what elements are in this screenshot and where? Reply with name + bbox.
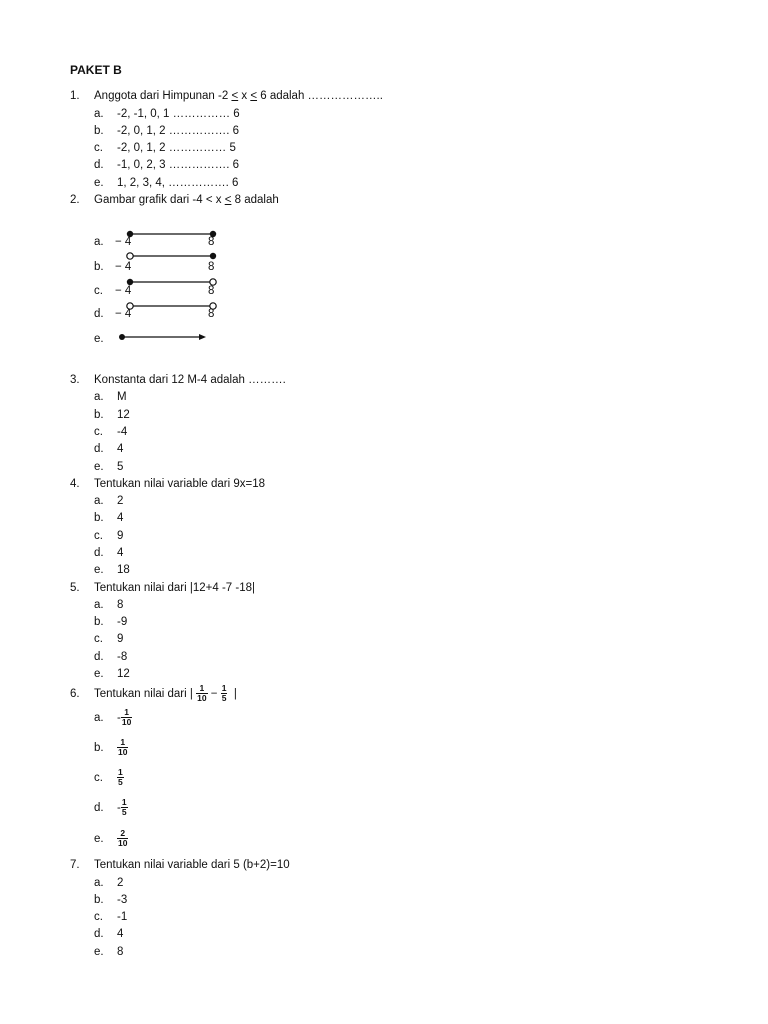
number-line-a [115, 231, 216, 248]
q6-option-d-label: d. [94, 802, 104, 814]
q5-option-b-value: -9 [117, 616, 128, 628]
number-line-d [115, 303, 216, 320]
q7-option-d-label: d. [94, 928, 104, 940]
q1-option-e-label: e. [94, 177, 104, 189]
q4-option-e-label: e. [94, 564, 104, 576]
q7-option-c-label: c. [94, 911, 103, 923]
q5-option-a-value: 8 [117, 599, 124, 611]
q4-text: Tentukan nilai variable dari 9x=18 [94, 478, 266, 490]
q3-option-a-value: M [117, 391, 127, 403]
label-left-b: − 4 [115, 261, 132, 273]
q6-option-a-value: - $\frac{1}{10}$ [117, 707, 132, 728]
number-line-e [119, 334, 206, 340]
q6-fraction-1: $\frac{1}{10}$ [197, 683, 207, 704]
q6-option-c-value: $\frac{1}{5}$ [118, 767, 123, 788]
q4-number: 4. [70, 478, 80, 490]
q5-option-e-label: e. [94, 668, 104, 680]
q1-option-a-value: -2, -1, 0, 1 …………… 6 [117, 108, 240, 120]
q5-option-e-value: 12 [117, 668, 130, 680]
q2-option-d-label: d. [94, 308, 104, 320]
q2-option-c-label: c. [94, 285, 103, 297]
arrow-head-e [199, 334, 206, 340]
q3-option-c-value: -4 [117, 426, 128, 438]
q4-option-b-value: 4 [117, 512, 124, 524]
q6-option-b-value: $\frac{1}{10}$ [118, 737, 128, 758]
label-left-c: − 4 [115, 285, 132, 297]
q1-option-c-value: -2, 0, 1, 2 …………… 5 [117, 142, 236, 154]
q1-option-b-value: -2, 0, 1, 2 ……………. 6 [117, 125, 240, 137]
q3-option-d-label: d. [94, 443, 104, 455]
q6-option-e-label: e. [94, 833, 104, 845]
q3-option-e-label: e. [94, 461, 104, 473]
label-left-d: − 4 [115, 308, 132, 320]
q6-option-a-label: a. [94, 712, 104, 724]
q7-number: 7. [70, 859, 80, 871]
q3-option-b-value: 12 [117, 409, 130, 421]
closed-dot-left-e [119, 334, 125, 340]
q7-option-e-value: 8 [117, 946, 124, 958]
q1-option-a-label: a. [94, 108, 104, 120]
q6-option-b-label: b. [94, 742, 104, 754]
q1-option-c-label: c. [94, 142, 103, 154]
q4-option-d-label: d. [94, 547, 104, 559]
number-line-b [115, 253, 216, 273]
label-right-a: 8 [208, 236, 215, 248]
q7-option-c-value: -1 [117, 911, 128, 923]
label-left-a: − 4 [115, 236, 132, 248]
q5-option-a-label: a. [94, 599, 104, 611]
q4-option-c-label: c. [94, 530, 103, 542]
q3-option-c-label: c. [94, 426, 103, 438]
q1-option-d-label: d. [94, 159, 104, 171]
q5-option-d-label: d. [94, 651, 104, 663]
q1-number: 1. [70, 90, 80, 102]
number-line-c [115, 279, 216, 297]
q5-option-c-value: 9 [117, 633, 124, 645]
q5-option-c-label: c. [94, 633, 103, 645]
q6-fraction-2: $\frac{1}{5}$ [221, 683, 227, 704]
q4-option-c-value: 9 [117, 530, 124, 542]
q2-number: 2. [70, 194, 80, 206]
q2-text: Gambar grafik dari -4 < x < 8 adalah [94, 194, 279, 206]
q7-option-d-value: 4 [117, 928, 124, 940]
q4-option-b-label: b. [94, 512, 104, 524]
q3-option-d-value: 4 [117, 443, 124, 455]
q1-text: Anggota dari Himpunan -2 < x < 6 adalah ……………….. [94, 90, 383, 102]
q4-option-e-value: 18 [117, 564, 130, 576]
q2-number-lines [110, 225, 230, 350]
q3-option-e-value: 5 [117, 461, 124, 473]
q4-option-a-label: a. [94, 495, 104, 507]
q3-number: 3. [70, 374, 80, 386]
q2-option-e-label: e. [94, 333, 104, 345]
open-dot-left-b [127, 253, 133, 259]
q3-option-b-label: b. [94, 409, 104, 421]
q3-text: Konstanta dari 12 M-4 adalah ………. [94, 374, 286, 386]
closed-dot-right-b [210, 253, 216, 259]
q5-number: 5. [70, 582, 80, 594]
q4-option-d-value: 4 [117, 547, 124, 559]
q6-option-e-value: $\frac{2}{10}$ [118, 828, 128, 849]
q5-option-d-value: -8 [117, 651, 128, 663]
q2-option-b-label: b. [94, 261, 104, 273]
q6-option-d-value: - $\frac{1}{5}$ [117, 797, 127, 818]
label-right-c: 8 [208, 285, 215, 297]
q2-option-a-label: a. [94, 236, 104, 248]
q1-option-d-value: -1, 0, 2, 3 ……………. 6 [117, 159, 240, 171]
document-title: PAKET B [70, 63, 122, 77]
q6-text: Tentukan nilai dari | $\frac{1}{10}$ − $\frac{1}{5}$ | [94, 683, 237, 704]
q6-option-c-label: c. [94, 772, 103, 784]
q4-option-a-value: 2 [117, 495, 124, 507]
label-right-b: 8 [208, 261, 215, 273]
label-right-d: 8 [208, 308, 215, 320]
q6-number: 6. [70, 688, 80, 700]
q5-text: Tentukan nilai dari |12+4 -7 -18| [94, 582, 256, 594]
q3-option-a-label: a. [94, 391, 104, 403]
q1-option-e-value: 1, 2, 3, 4, ……………. 6 [117, 177, 239, 189]
q7-option-a-value: 2 [117, 877, 124, 889]
q7-option-e-label: e. [94, 946, 104, 958]
q5-option-b-label: b. [94, 616, 104, 628]
q7-text: Tentukan nilai variable dari 5 (b+2)=10 [94, 859, 290, 871]
q1-option-b-label: b. [94, 125, 104, 137]
q7-option-b-label: b. [94, 894, 104, 906]
q7-option-b-value: -3 [117, 894, 128, 906]
q7-option-a-label: a. [94, 877, 104, 889]
